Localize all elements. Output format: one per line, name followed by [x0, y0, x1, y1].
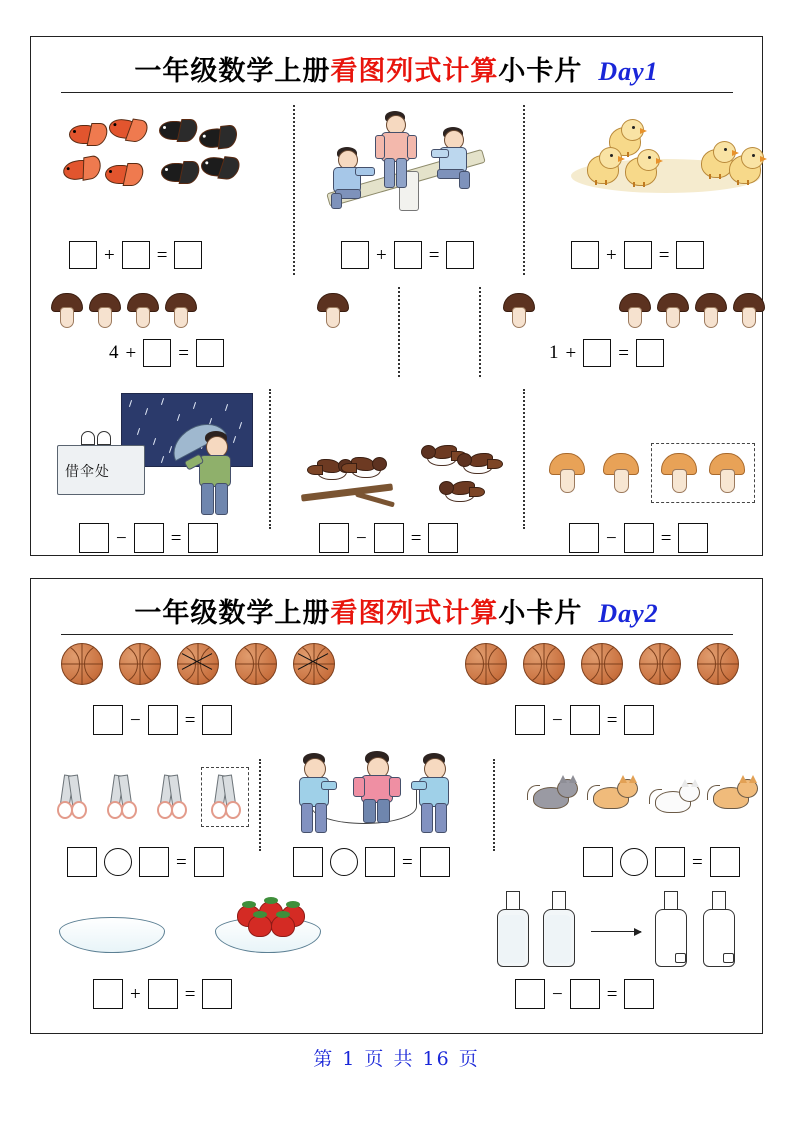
picture-basketballs-plain: [461, 641, 751, 687]
answer-box-a[interactable]: [571, 241, 599, 269]
answer-box-a[interactable]: [67, 847, 97, 877]
answer-box-b[interactable]: [570, 705, 600, 735]
answer-box-b[interactable]: [394, 241, 422, 269]
boy-with-umbrella: [189, 431, 245, 515]
title-part-2: 小卡片: [498, 598, 583, 629]
operator-minus: −: [130, 709, 141, 731]
answer-box-c[interactable]: [188, 523, 218, 553]
dashed-selection-box: [201, 767, 249, 827]
answer-box-a[interactable]: [69, 241, 97, 269]
operator-minus: −: [606, 527, 617, 549]
operator-equals: =: [170, 527, 182, 549]
booth-label: 借伞处: [65, 464, 110, 480]
answer-box-a[interactable]: [93, 979, 123, 1009]
operator-plus: +: [376, 244, 387, 266]
empty-plate: [59, 917, 165, 953]
separator-dotted: [479, 287, 481, 377]
page-footer: 第 1 页 共 16 页: [313, 1048, 480, 1070]
number-1: 1: [549, 342, 559, 363]
operator-equals: =: [658, 244, 670, 266]
card-title-day1: [31, 37, 762, 88]
child-left-seesaw: [327, 147, 375, 209]
operator-plus: +: [104, 244, 115, 266]
answer-box-c[interactable]: [202, 705, 232, 735]
picture-scissors: [45, 765, 253, 829]
answer-box-b[interactable]: [655, 847, 685, 877]
title-divider: [61, 634, 733, 635]
equation-basketballs-crossed: [93, 705, 232, 735]
number-4: 4: [109, 342, 119, 363]
answer-box-a[interactable]: [93, 705, 123, 735]
answer-box-b[interactable]: [143, 339, 171, 367]
picture-tan-mushrooms: [539, 435, 759, 505]
answer-box-a[interactable]: [319, 523, 349, 553]
answer-box-c[interactable]: [678, 523, 708, 553]
answer-box-b[interactable]: [134, 523, 164, 553]
equation-mushrooms-4plus: [109, 339, 224, 367]
answer-box-a[interactable]: [341, 241, 369, 269]
answer-box-b[interactable]: [624, 241, 652, 269]
answer-box-c[interactable]: [636, 339, 664, 367]
picture-umbrella-boy: [43, 393, 263, 513]
title-day-label: Day1: [598, 57, 659, 86]
umbrella-stand: [77, 429, 117, 445]
equation-tan-mushrooms: [569, 523, 708, 553]
picture-milk-bottles: [479, 887, 759, 967]
separator-dotted: [523, 389, 525, 529]
equation-bottles: [515, 979, 654, 1009]
answer-box-c[interactable]: [196, 339, 224, 367]
operator-equals: =: [606, 983, 618, 1005]
separator-dotted: [293, 105, 295, 275]
answer-box-c[interactable]: [174, 241, 202, 269]
title-part-2: 小卡片: [498, 56, 583, 87]
equation-scissors: [67, 847, 224, 877]
operator-circle-box[interactable]: [104, 848, 132, 876]
operator-minus: −: [552, 709, 563, 731]
equation-basketballs-plain: [515, 705, 654, 735]
operator-equals: =: [184, 983, 196, 1005]
answer-box-a[interactable]: [569, 523, 599, 553]
answer-box-c[interactable]: [710, 847, 740, 877]
operator-equals: =: [606, 709, 618, 731]
picture-goldfish-group: [47, 115, 237, 205]
answer-box-c[interactable]: [624, 705, 654, 735]
child-rope-right: [413, 753, 457, 833]
operator-plus: +: [565, 342, 577, 364]
answer-box-c[interactable]: [446, 241, 474, 269]
title-part-1: 一年级数学上册: [134, 598, 331, 629]
picture-chicks-group: [561, 115, 771, 211]
operator-equals: =: [618, 342, 629, 364]
picture-jump-rope: [277, 751, 477, 835]
operator-equals: =: [410, 527, 422, 549]
title-day-label: Day2: [598, 599, 659, 628]
picture-cats: [521, 769, 763, 829]
worksheet-card-day1: [30, 36, 763, 556]
operator-circle-box[interactable]: [620, 848, 648, 876]
operator-equals: =: [692, 851, 703, 873]
answer-box-b[interactable]: [365, 847, 395, 877]
picture-one-brown-mushroom: [309, 289, 369, 329]
operator-equals: =: [660, 527, 672, 549]
separator-dotted: [259, 759, 261, 851]
dashed-selection-box: [651, 443, 755, 503]
operator-equals: =: [402, 851, 413, 873]
equation-birds: [319, 523, 458, 553]
equation-seesaw: [341, 241, 474, 269]
equation-chicks: [571, 241, 704, 269]
answer-box-b[interactable]: [624, 523, 654, 553]
operator-equals: =: [184, 709, 196, 731]
answer-box-a[interactable]: [293, 847, 323, 877]
operator-plus: +: [130, 983, 141, 1005]
picture-four-brown-mushrooms-right: [489, 289, 759, 329]
worksheet-card-day2: [30, 578, 763, 1034]
separator-dotted: [493, 759, 495, 851]
operator-plus: +: [606, 244, 617, 266]
equation-mushrooms-1plus: [549, 339, 664, 367]
picture-plates: [45, 909, 355, 959]
equation-cats: [583, 847, 740, 877]
operator-minus: −: [552, 983, 563, 1005]
operator-equals: =: [428, 244, 440, 266]
cross-out-mark: [180, 645, 214, 679]
picture-four-brown-mushrooms: [45, 289, 225, 329]
operator-plus: +: [125, 342, 137, 364]
picture-basketballs-crossed: [57, 641, 347, 687]
picture-children-on-seesaw: [311, 109, 511, 219]
answer-box-c[interactable]: [428, 523, 458, 553]
answer-box-b[interactable]: [148, 979, 178, 1009]
child-rope-left: [293, 753, 337, 833]
answer-box-b[interactable]: [148, 705, 178, 735]
answer-box-b[interactable]: [139, 847, 169, 877]
arrow-icon: [591, 931, 641, 932]
child-right-seesaw: [431, 127, 479, 189]
equation-jump-rope: [293, 847, 450, 877]
equation-umbrella: [79, 523, 218, 553]
operator-equals: =: [156, 244, 168, 266]
equation-goldfish: [69, 241, 202, 269]
equation-plates: [93, 979, 232, 1009]
operator-circle-box[interactable]: [330, 848, 358, 876]
separator-dotted: [269, 389, 271, 529]
answer-box-c[interactable]: [202, 979, 232, 1009]
separator-dotted: [523, 105, 525, 275]
card-title-day2: [31, 579, 762, 630]
operator-equals: =: [176, 851, 187, 873]
answer-box-b[interactable]: [122, 241, 150, 269]
answer-box-c[interactable]: [420, 847, 450, 877]
operator-equals: =: [178, 342, 189, 364]
answer-box-b[interactable]: [374, 523, 404, 553]
answer-box-b[interactable]: [583, 339, 611, 367]
answer-box-c[interactable]: [676, 241, 704, 269]
answer-box-a[interactable]: [515, 705, 545, 735]
title-part-red: 看图列式计算: [330, 56, 499, 87]
title-divider: [61, 92, 733, 93]
answer-box-a[interactable]: [515, 979, 545, 1009]
title-part-1: 一年级数学上册: [134, 56, 331, 87]
answer-box-b[interactable]: [570, 979, 600, 1009]
cross-out-mark: [296, 645, 330, 679]
answer-box-a[interactable]: [583, 847, 613, 877]
operator-minus: −: [116, 527, 127, 549]
child-rope-middle: [353, 751, 399, 827]
child-standing: [373, 111, 417, 189]
answer-box-a[interactable]: [79, 523, 109, 553]
title-part-red: 看图列式计算: [330, 598, 499, 629]
answer-box-c[interactable]: [624, 979, 654, 1009]
answer-box-c[interactable]: [194, 847, 224, 877]
picture-birds: [299, 435, 519, 515]
operator-minus: −: [356, 527, 367, 549]
separator-dotted: [398, 287, 400, 377]
